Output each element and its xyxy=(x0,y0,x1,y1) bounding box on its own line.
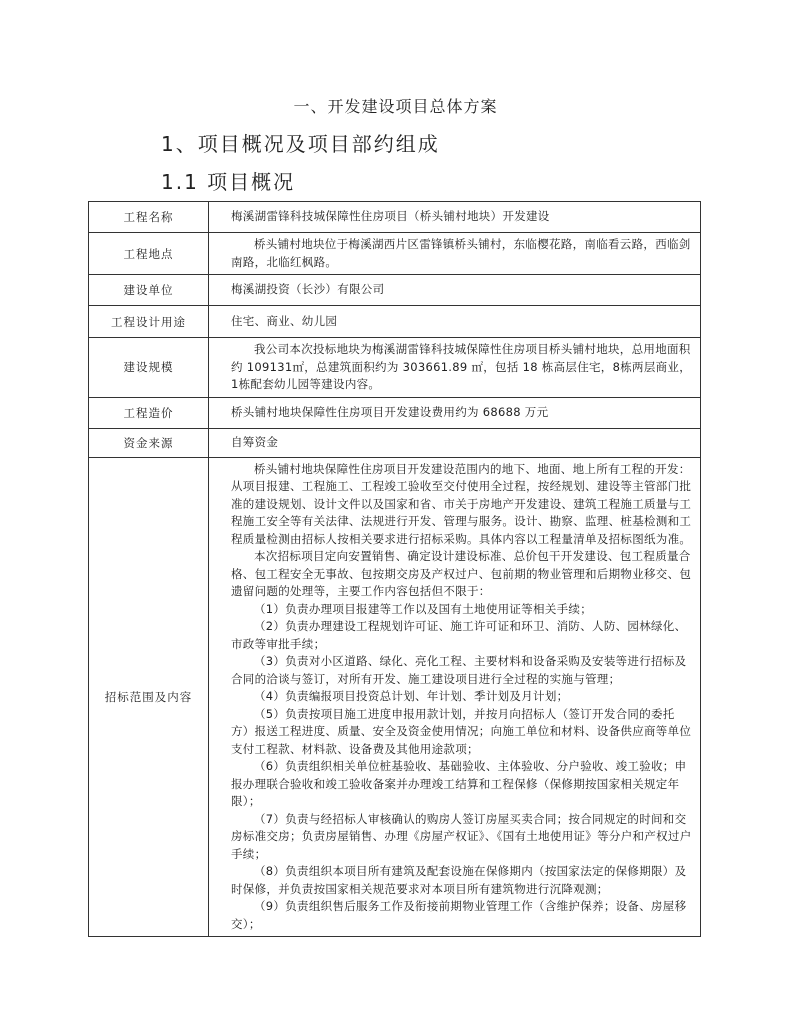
scope-item: （2）负责办理建设工程规划许可证、施工许可证和环卫、消防、人防、园林绿化、市政等审批手续； xyxy=(231,619,687,651)
table-row xyxy=(89,202,701,233)
row-label: 建设规模 xyxy=(89,338,209,398)
section-heading: 一、开发建设项目总体方案 xyxy=(293,97,498,116)
row-label: 工程设计用途 xyxy=(89,306,209,338)
row-value-text: 我公司本次投标地块为梅溪湖雷锋科技城保障性住房项目桥头铺村地块，总用地面积约 109131㎡，总建筑面积约为 303661.89 ㎡，包括 18 栋高层住宅，8栋两层商业，1栋配套幼儿园等建设内容。 xyxy=(231,342,692,391)
row-label: 招标范围及内容 xyxy=(89,457,209,937)
scope-item: （5）负责按项目施工进度申报用款计划，并按月向招标人（签订开发合同的委托方）报送工程进度、质量、安全及资金使用情况；向施工单位和材料、设备供应商等单位支付工程款、材料款、设备费及其他用途款项； xyxy=(231,706,692,756)
row-label: 建设单位 xyxy=(89,275,209,306)
table-row xyxy=(89,338,701,398)
row-value-text: 桥头铺村地块位于梅溪湖西片区雷锋镇桥头铺村，东临樱花路，南临看云路，西临剑南路，北临红枫路。 xyxy=(231,237,691,269)
scope-content xyxy=(209,457,701,937)
row-value: 梅溪湖雷锋科技城保障性住房项目（桥头铺村地块）开发建设 xyxy=(209,202,701,233)
table-row xyxy=(89,428,701,457)
row-value: 桥头铺村地块保障性住房项目开发建设费用约为 68688 万元 xyxy=(209,397,701,428)
scope-item: （3）负责对小区道路、绿化、亮化工程、主要材料和设备采购及安装等进行招标及合同的洽谈与签订，对所有开发、施工建设项目进行全过程的实施与管理； xyxy=(231,654,687,686)
subsection-heading: 1、项目概况及项目部约组成 xyxy=(161,132,440,156)
project-overview-table xyxy=(88,201,701,937)
table-row-scope xyxy=(89,457,701,937)
row-label: 工程造价 xyxy=(89,397,209,428)
scope-item: （6）负责组织相关单位桩基验收、基础验收、主体验收、分户验收、竣工验收；申报办理联合验收和竣工验收备案并办理竣工结算和工程保修（保修期按国家相关规定年限）； xyxy=(231,759,687,808)
scope-paragraph: 本次招标项目定向安置销售、确定设计建设标准、总价包干开发建设、包工程质量合格、包工程安全无事故、包按期交房及产权过户、包前期的物业管理和后期物业移交、包遗留问题的处理等，主要工作内容包括但不限于： xyxy=(231,549,692,598)
table-row xyxy=(89,397,701,428)
scope-item: （9）负责组织售后服务工作及衔接前期物业管理工作（含维护保养；设备、房屋移交）； xyxy=(231,899,687,931)
table-row xyxy=(89,233,701,275)
row-value: 梅溪湖投资（长沙）有限公司 xyxy=(209,275,701,306)
sub-subsection-heading: 1.1 项目概况 xyxy=(161,170,296,194)
row-value xyxy=(209,338,701,398)
scope-paragraph: 桥头铺村地块保障性住房项目开发建设范围内的地下、地面、地上所有工程的开发：从项目报建、工程施工、工程竣工验收至交付使用全过程，按经规划、建设等主管部门批准的建设规划、设计文件以及国家和省、市关于房地产开发建设、建筑工程施工质量与工程施工安全等有关法律、法规进行开发、管理与服务。设计、勘察、监理、桩基检测和工程质量检测由招标人按相关要求进行招标采购。具体内容以工程量清单及招标图纸为准。 xyxy=(231,461,692,546)
scope-item: （7）负责与经招标人审核确认的购房人签订房屋买卖合同；按合同规定的时间和交房标准交房；负责房屋销售、办理《房屋产权证》、《国有土地使用证》等分户和产权过户手续； xyxy=(231,811,692,861)
row-label: 工程地点 xyxy=(89,233,209,275)
row-value xyxy=(209,233,701,275)
scope-item: （1）负责办理项目报建等工作以及国有土地使用证等相关手续； xyxy=(254,601,593,616)
row-label: 资金来源 xyxy=(89,428,209,457)
row-value: 自筹资金 xyxy=(209,428,701,457)
table-row xyxy=(89,275,701,306)
scope-item: （4）负责编报项目投资总计划、年计划、季计划及月计划； xyxy=(254,689,569,703)
row-value: 住宅、商业、幼儿园 xyxy=(209,306,701,338)
table-row xyxy=(89,306,701,338)
row-label: 工程名称 xyxy=(89,202,209,233)
scope-item: （8）负责组织本项目所有建筑及配套设施在保修期内（按国家法定的保修期限）及时保修，并负责按国家相关规范要求对本项目所有建筑物进行沉降观测； xyxy=(231,864,687,896)
